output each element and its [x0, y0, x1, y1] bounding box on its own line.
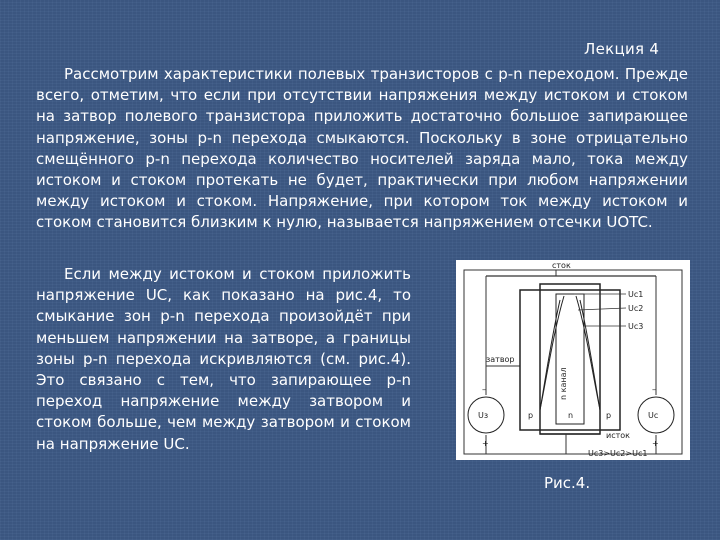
gate-label: затвор — [486, 355, 515, 364]
plus-right-label: + — [652, 439, 659, 448]
source-label: исток — [606, 431, 630, 440]
uc1-label: Uc1 — [628, 290, 644, 299]
uc-label: Uc — [648, 411, 659, 420]
uz-label: Uз — [478, 411, 489, 420]
paragraph-intro: Рассмотрим характеристики полевых транзисторов с p-n переходом. Прежде всего, отметим, что если при отсутствии напряжения между истоком и стоком на затвор полевого транзистора приложить достаточно большое запирающее напряжение, зоны p-n перехода смыкаются. Поскольку в зоне отрицательно смещённого p-n перехода количество носителей заряда мало, тока между истоком и стоком протекать не будет, практически при любом напряжении между истоком и стоком. Напряжение, при котором ток между истоком и стоком становится близким к нулю, называется напряжением отсечки UOTC. — [36, 65, 688, 232]
transistor-diagram — [456, 260, 690, 460]
p-left-label: p — [528, 411, 534, 420]
channel-label: n канал — [559, 367, 568, 400]
paragraph-drain-voltage: Если между истоком и стоком приложить напряжение UC, как показано на рис.4, то смыкание зон p-n перехода произойдёт при меньшем напряжении на затворе, а границы зоны p-n перехода искривляются (см. рис.4). Это связано с тем, что запирающее p-n переход напряжение между затвором и стоком больше, чем между затвором и стоком на напряжение UC. — [36, 265, 411, 453]
voltage-relation-label: Uc3>Uc2>Uc1 — [588, 449, 648, 458]
n-center-label: n — [568, 411, 574, 420]
lecture-title: Лекция 4 — [584, 40, 660, 58]
minus-left-label: – — [482, 385, 486, 394]
transistor-figure — [456, 260, 690, 460]
plus-left-label: + — [482, 439, 489, 448]
uc2-label: Uc2 — [628, 304, 644, 313]
figure-caption: Рис.4. — [544, 474, 591, 492]
uc3-label: Uc3 — [628, 322, 644, 331]
drain-label: сток — [552, 261, 571, 270]
p-right-label: p — [606, 411, 612, 420]
transistor-body — [520, 290, 620, 430]
minus-right-label: – — [652, 385, 656, 394]
